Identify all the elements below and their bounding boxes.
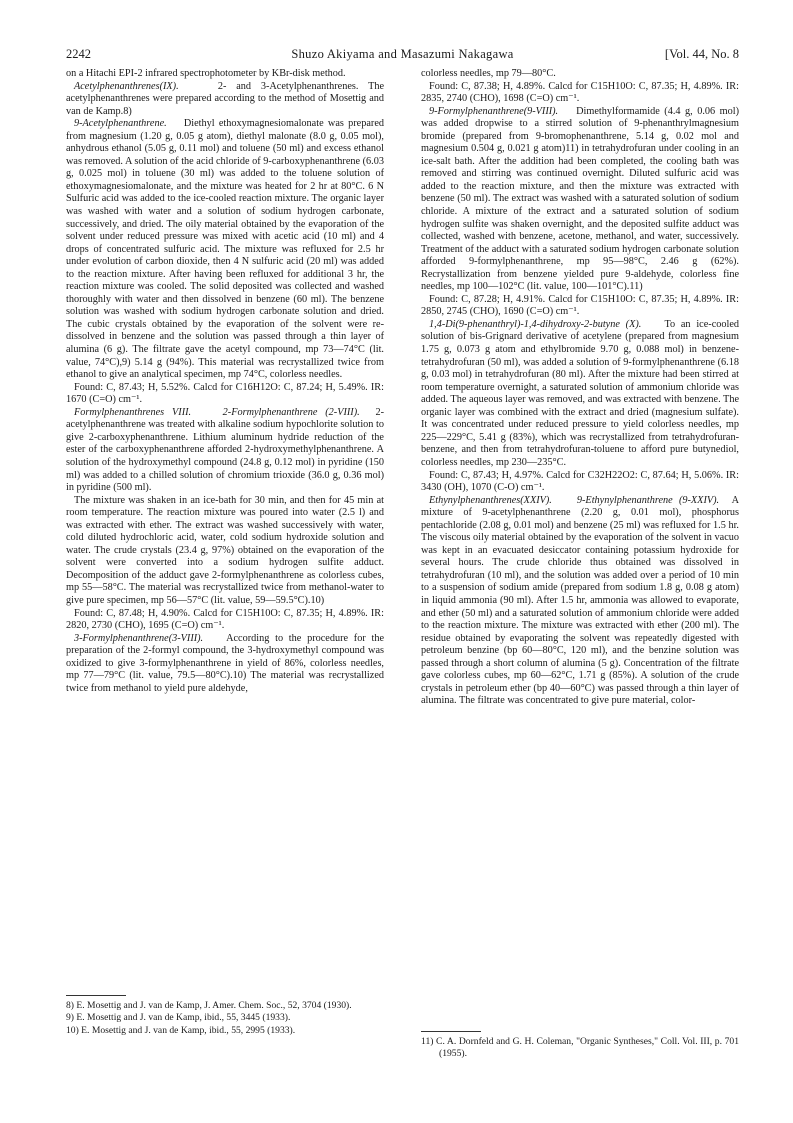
- subsection-heading: 2-Formylphenanthrene (2-VIII).: [222, 406, 360, 418]
- paragraph-text: According to the procedure for the preparation of the 2-formyl compound, the 3-hydroxymethyl compound was oxidized to give 3-formylphenanthrene in yield of 86%, colorless needles, mp 77—79°C (lit. value, 79.5—80°C).10) The material was recrystallized twice from methanol to yield pure aldehyde,: [66, 632, 384, 694]
- section-heading: Acetylphenanthrenes(IX).: [74, 80, 179, 92]
- running-authors: Shuzo Akiyama and Masazumi Nakagawa: [291, 47, 514, 61]
- paragraph-analysis-5: Found: C, 87.43; H, 4.97%. Calcd for C32H22O2: C, 87.64; H, 5.06%. IR: 3430 (OH), 1070 (C-O) cm⁻¹.: [421, 469, 739, 494]
- paragraph-3-formyl: [66, 633, 384, 696]
- paragraph-butyne: [421, 319, 739, 470]
- paragraph-analysis-2: Found: C, 87.48; H, 4.90%. Calcd for C15H10O: C, 87.35; H, 4.89%. IR: 2820, 2730 (CHO), 1695 (C=O) cm⁻¹.: [66, 607, 384, 632]
- footnotes-left: [66, 995, 384, 1037]
- paragraph-analysis-4: Found: C, 87.28; H, 4.91%. Calcd for C15H10O: C, 87.35; H, 4.89%. IR: 2850, 2745 (CHO), 1690 (C=O) cm⁻¹.: [421, 293, 739, 318]
- paragraph-acetylphenanthrenes: [66, 81, 384, 119]
- footnote-11: 11) C. A. Dornfeld and G. H. Coleman, "Organic Syntheses," Coll. Vol. III, p. 701 (1955).: [421, 1036, 739, 1060]
- paragraph-text: 2- and 3-Acetylphenanthrenes. The acetylphenanthrenes were prepared according to the method of Mosettig and van de Kamp.8): [66, 80, 385, 117]
- paragraph-shaken: The mixture was shaken in an ice-bath for 30 min, and then for 45 min at room temperature. The reaction mixture was poured into water (2.5 l) and was extracted with ether. The extract was washed successively with water, cold diluted hydrochloric acid, water, cold sodium hydroxide solution and water. The crude crystals (23.4 g, 97%) obtained on the evaporation of the solvent were converted into a sodium hydrogen sulfite adduct. Decomposition of the adduct gave 2-formylphenanthrene as colorless cubes, mp 55—58°C. The material was recrystallized twice from methanol-water to give pure specimen, mp 56—57°C (lit. value, 59—59.5°C).10): [66, 494, 384, 606]
- page-number: 2242: [66, 47, 91, 61]
- paragraph-9-acetyl: [66, 118, 384, 381]
- paragraph-ir-method: on a Hitachi EPI-2 infrared spectrophotometer by KBr-disk method.: [66, 68, 346, 79]
- footnote-rule: [421, 1031, 481, 1032]
- section-heading: Formylphenanthrenes VIII.: [74, 406, 192, 418]
- paragraph-9-formyl: [421, 106, 739, 294]
- paragraph-ethynyl: [421, 495, 739, 708]
- section-heading: 9-Acetylphenanthrene.: [74, 118, 167, 130]
- paragraph-continued: colorless needles, mp 79—80°C.: [421, 68, 556, 79]
- paragraph-text: A mixture of 9-acetylphenanthrene (2.20 g, 0.01 mol), phosphorus pentachloride (2.08 g, 0.01 mol) and benzene (25 ml) was refluxed for 1.5 hr. The viscous oily material obtained by the evaporation of the solvent in vacuo was kept in an evacuated desiccator containing potassium hydroxide for several hours. The crude chloride thus obtained was dissolved in tetrahydrofuran (10 ml), and the solution was added over a period of 10 min to a suspension of sodium amide (prepared from sodium 1.8 g, 0.08 g atom) in liquid ammonia (90 ml). After 1.5 hr, ammonia was allowed to evaporate, and ether (50 ml) and a saturated solution of ammonium chloride were added to the reaction mixture. The mixture was extracted with ether (200 ml). The residue obtained by evaporating the solvent was repeatedly digested with petroleum benzine (bp 60—80°C, 120 ml), and the benzine solution was passed through a short column of alumina (5 g). Concentration of the filtrate gave colorless cubes, mp 60—62°C, 1.71 g (85%). A solution of the crude crystals in petroleum ether (bp 40—60°C) was passed through a thin layer of alumina. The filtrate was concentrated to give pure material, color-: [421, 494, 740, 707]
- left-column: [66, 68, 384, 695]
- paragraph-text: Dimethylformamide (4.4 g, 0.06 mol) was added dropwise to a stirred solution of 9-phenanthrylmagnesium bromide (prepared from 9-bromophenanthrene, 5.14 g, 0.02 mol and magnesium 0.504 g, 0.021 g atom)11) in tetrahydrofuran under cooling in an ice-salt bath. After the addition had been completed, the cooling bath was removed and stirring was continued overnight. Diluted sulfuric acid was added to the reaction mixture, and then the mixture was extracted with benzene (50 ml). The extract was washed with a saturated solution of sodium chloride. A mixture of the extract and a saturated solution of sodium hydrogen sulfite was shaken overnight, and the deposited sulfite adduct was collected, washed with benzene, acetone, methanol, and water, successively. Treatment of the adduct with a saturated sodium hydrogen carbonate solution afforded 9-formylphenanthrene, mp 95—98°C, 2.46 g (62%). Recrystallization from benzene yielded pure 9-aldehyde, colorless fine needles, mp 100—102°C (lit. value, 100—101°C).11): [421, 105, 739, 293]
- footnote-8: 8) E. Mosettig and J. van de Kamp, J. Amer. Chem. Soc., 52, 3704 (1930).: [66, 1000, 352, 1011]
- paragraph-text: Diethyl ethoxymagnesiomalonate was prepared from magnesium (1.20 g, 0.05 g atom), diethyl malonate (8.0 g, 0.05 mol), anhydrous ethanol (5.05 g, 0.11 mol) and toluene (50 ml) and excess ethanol was removed. A solution of the acid chloride of 9-carboxyphenanthrene (6.03 g, 0.025 mol) in toluene (30 ml) was added to the toluene solution of ethoxymagnesiomalonate, and the mixture was heated for 2 hr at 80°C. 6 N Sulfuric acid was added to the ice-cooled reaction mixture. The organic layer was washed with water and a solution of sodium hydrogen carbonate, successively, and dried. The oily material obtained by the evaporation of the solvent under reduced pressure was mixed with acetic acid (10 ml) and 4 drops of concentrated sulfuric acid. The mixture was refluxed for 2.5 hr under evolution of carbon dioxide, then 4 N sulfuric acid (20 ml) was added to the reaction mixture. After having been refluxed for additional 3 hr, the reaction mixture was cooled. The solid deposited was collected and washed thoroughly with water and then dissolved in benzene (60 ml). The benzene solution was washed with sodium hydrogen carbonate solution and dried. The cubic crystals obtained by the evaporation of the solvent were re-dissolved in benzene and the solution was passed through a thin layer of alumina (6 g). The filtrate gave the acetyl compound, mp 73—74°C (lit. value, 74°C),9) 5.14 g (94%). This material was recrystallized twice from ethanol to give an analytical specimen, mp 74°C, colorless needles.: [66, 118, 384, 381]
- paragraph-formylphenanthrenes: [66, 407, 384, 495]
- section-heading: Ethynylphenanthrenes(XXIV).: [429, 494, 552, 506]
- subsection-heading: 9-Ethynylphenanthrene (9-XXIV).: [576, 494, 720, 506]
- footnotes-right: [421, 1031, 739, 1061]
- paragraph-text: To an ice-cooled solution of bis-Grignard derivative of acetylene (prepared from magnesium 1.75 g, 0.073 g atom and ethylbromide 9.70 g, 0.088 mol) in benzene-tetrahydrofuran (50 ml), was added a solution of 9-formylphenanthrene (6.18 g, 0.03 mol) in tetrahydrofuran (80 ml). After the mixture had been stirred at room temperature overnight, a saturated solution of ammonium chloride was added. The aqueous layer was removed, and was extracted with benzene. The organic layer was combined with the extract and dried (magnesium sulfate). It was concentrated under reduced pressure to yield colorless needles, mp 225—229°C, 5.41 g (83%), which was recrystallized from tetrahydrofuran-benzene, and then from tetrahydrofuran-toluene to afford pure butynediol, colorless needles, mp 230—235°C.: [421, 318, 740, 468]
- paragraph-analysis-3: Found: C, 87.38; H, 4.89%. Calcd for C15H10O: C, 87.35; H, 4.89%. IR: 2835, 2740 (CHO), 1698 (C=O) cm⁻¹.: [421, 80, 739, 105]
- footnote-10: 10) E. Mosettig and J. van de Kamp, ibid., 55, 2995 (1933).: [66, 1024, 296, 1036]
- paragraph-text: 2-acetylphenanthrene was treated with alkaline sodium hypochlorite solution to give 2-carboxyphenanthrene. Lithium aluminum hydride reduction of the ester of the carboxyphenanthrene afforded 2-hydroxymethylphenanthrene. A solution of the hydroxymethyl compound (24.8 g, 0.12 mol) in pyridine (150 ml) was added to a chilled solution of chromium trioxide (36.0 g, 0.36 mol) in pyridine (500 ml).: [66, 406, 385, 494]
- footnote-9: 9) E. Mosettig and J. van de Kamp, ibid., 55, 3445 (1933).: [66, 1012, 291, 1024]
- section-heading: 9-Formylphenanthrene(9-VIII).: [429, 105, 559, 117]
- section-heading: 1,4-Di(9-phenanthryl)-1,4-dihydroxy-2-butyne (X).: [429, 318, 642, 330]
- running-header: [66, 47, 739, 63]
- section-heading: 3-Formylphenanthrene(3-VIII).: [74, 632, 204, 644]
- paragraph-analysis-1: Found: C, 87.43; H, 5.52%. Calcd for C16H12O: C, 87.24; H, 5.49%. IR: 1670 (C=O) cm⁻¹.: [66, 381, 384, 406]
- footnote-rule: [66, 995, 126, 996]
- volume-info: [Vol. 44, No. 8: [664, 47, 739, 61]
- right-column: [421, 68, 739, 708]
